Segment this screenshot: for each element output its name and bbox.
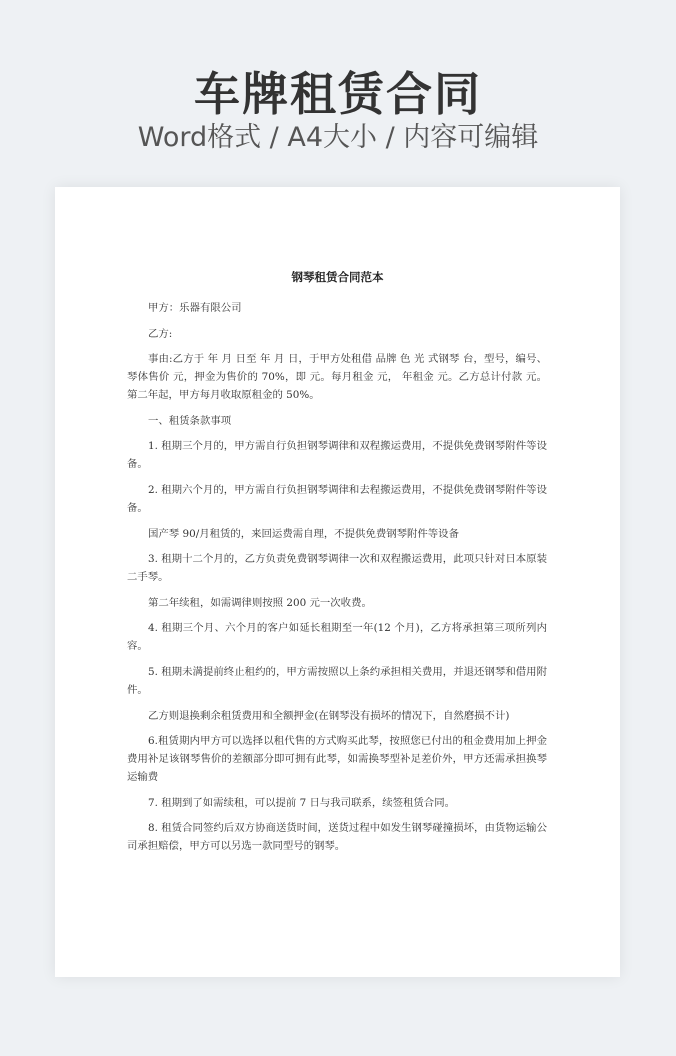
section-heading: 一、租赁条款事项 (148, 414, 232, 427)
paragraph-clause-7: 7. 租期到了如需续租，可以提前 7 日与我司联系，续签租赁合同。 (148, 796, 455, 809)
banner-subtitle: Word格式 / A4大小 / 内容可编辑 (137, 122, 539, 153)
paragraph-clause-5: 5. 租期未满提前终止租约的，甲方需按照以上条约承担相关费用，并退还钢琴和借用附件。 (127, 665, 547, 696)
document-page (55, 187, 620, 977)
paragraph-clause-6: 6.租赁期内甲方可以选择以租代售的方式购买此琴，按照您已付出的租金费用加上押金费用补足该钢琴售价的差额部分即可拥有此琴，如需换琴型补足差价外，甲方还需承担换琴运输费 (127, 735, 547, 784)
paragraph-domestic-note: 国产琴 90/月租赁的，来回运费需自理，不提供免费钢琴附件等设备 (148, 527, 459, 540)
banner-title: 车牌租赁合同 (194, 67, 482, 121)
document-body (127, 299, 547, 863)
paragraph-party-a: 甲方：乐器有限公司 (148, 302, 242, 314)
paragraph-clause-1: 1. 租期三个月的，甲方需自行负担钢琴调律和双程搬运费用，不提供免费钢琴附件等设备。 (127, 440, 547, 471)
paragraph-clause-2: 2. 租期六个月的，甲方需自行负担钢琴调律和去程搬运费用，不提供免费钢琴附件等设备。 (127, 483, 547, 514)
paragraph-party-b: 乙方: (148, 327, 173, 340)
paragraph-subject: 事由:乙方于 年 月 日至 年 月 日，于甲方处租借 品牌 色 光 式钢琴 台，型号，编号、 琴体售价 元，押金为售价的 70%，即 元。每月租金 元， 年租金 元。乙方总计付款 元。第二年起，甲方每月收取原租金的 50%。 (127, 353, 547, 402)
paragraph-refund-note: 乙方则退换剩余租赁费用和全额押金(在钢琴没有损坏的情况下，自然磨损不计) (148, 709, 510, 722)
paragraph-clause-8: 8. 租赁合同签约后双方协商送货时间，送货过程中如发生钢琴碰撞损坏，由货物运输公司承担赔偿，甲方可以另选一款同型号的钢琴。 (127, 822, 547, 853)
paragraph-renewal-note: 第二年续租，如需调律则按照 200 元一次收费。 (148, 596, 372, 609)
document-title: 钢琴租赁合同范本 (291, 270, 384, 284)
paragraph-clause-4: 4. 租期三个月、六个月的客户如延长租期至一年(12 个月)，乙方将承担第三项所列内容。 (127, 622, 547, 653)
paragraph-clause-3: 3. 租期十二个月的，乙方负责免费钢琴调律一次和双程搬运费用，此项只针对日本原装二手琴。 (127, 553, 547, 584)
